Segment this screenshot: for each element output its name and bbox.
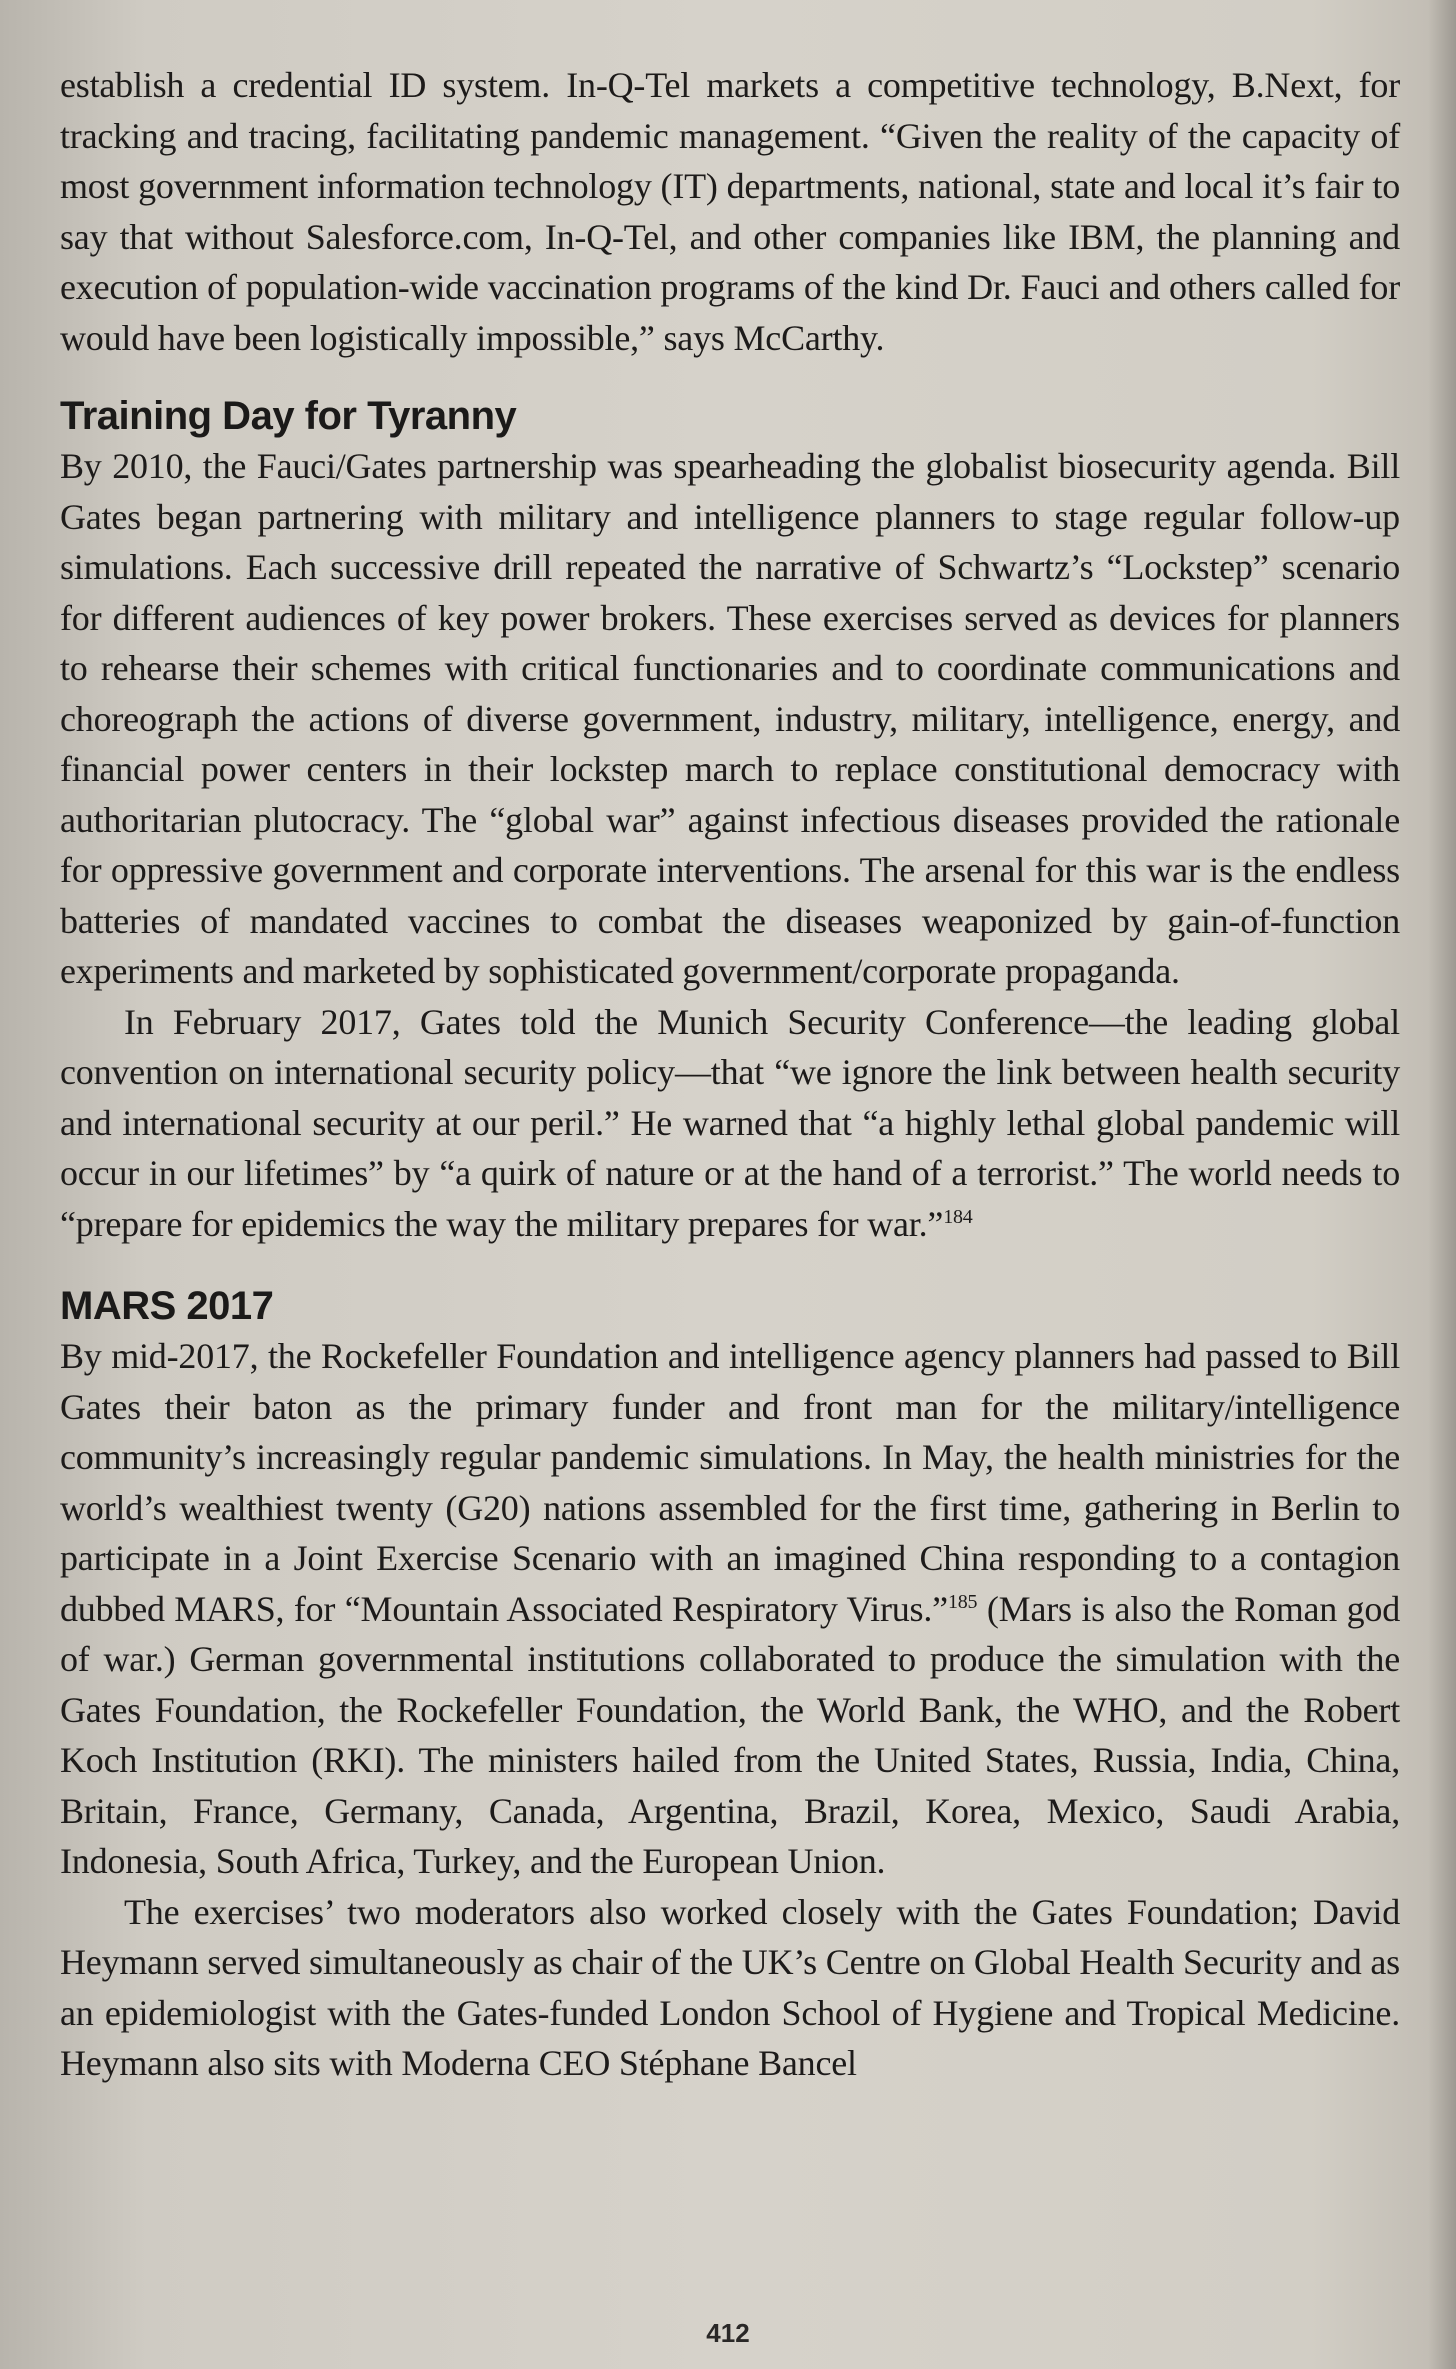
mars-paragraph-2: The exercises’ two moderators also worked closely with the Gates Foundation; David Heymann served simultaneously as chair of the UK’s Centre on Global Health Security and as an epidemiologist with the Gates-funded London School of Hygiene and Tropical Medicine. Heymann also sits with Moderna CEO Stéphane Bancel [60, 1891, 1400, 2083]
paragraph-text-part-2: (Mars is also the Roman god of war.) German governmental institutions collaborated to produce the simulation with the Gates Foundation, the Rockefeller Foundation, the World Bank, the WHO, and the Robert Koch Institution (RKI). The ministers hailed from the United States, Russia, India, China, Britain, France, Germany, Canada, Argentina, Brazil, Korea, Mexico, Saudi Arabia, Indonesia, South Africa, Turkey, and the European Union. [60, 1588, 1400, 1881]
section-heading-training-day: Training Day for Tyranny [60, 394, 517, 438]
paragraph-text-part-1: By mid-2017, the Rockefeller Foundation and intelligence agency planners had passed to Bill Gates their baton as the primary funder and front man for the military/intelligence community’s increasingly regular pandemic simulations. In May, the health ministries for the world’s wealthiest twenty (G20) nations assembled for the first time, gathering in Berlin to participate in a Joint Exercise Scenario with an imagined China responding to a contagion dubbed MARS, for “Mountain Associated Respiratory Virus.” [60, 1336, 1400, 1629]
text-column [60, 60, 1400, 2089]
opening-paragraph: establish a credential ID system. In-Q-Tel markets a competitive technology, B.Next, for tracking and tracing, facilitating pandemic management. “Given the reality of the capacity of most government information technology (IT) departments, national, state and local it’s fair to say that without Salesforce.com, In-Q-Tel, and other companies like IBM, the planning and execution of population-wide vaccination programs of the kind Dr. Fauci and others called for would have been logistically impossible,” says McCarthy. [60, 65, 1400, 358]
page-curl-shadow [1428, 0, 1456, 2369]
footnote-marker-185: 185 [947, 1590, 978, 1613]
section-heading-mars-2017: MARS 2017 [60, 1284, 274, 1328]
paragraph-text: In February 2017, Gates told the Munich Security Conference—the leading global convention on international security policy—that “we ignore the link between health security and international security at our peril.” He warned that “a highly lethal global pandemic will occur in our lifetimes” by “a quirk of nature or at the hand of a terrorist.” The world needs to “prepare for epidemics the way the military prepares for war.” [60, 1001, 1400, 1244]
training-day-paragraph-1: By 2010, the Fauci/Gates partnership was spearheading the globalist biosecurity agenda. Bill Gates began partnering with military and intelligence planners to stage regular follow-up simulations. Each successive drill repeated the narrative of Schwartz’s “Lockstep” scenario for different audiences of key power brokers. These exercises served as devices for planners to rehearse their schemes with critical functionaries and to coordinate communications and choreograph the actions of diverse government, industry, military, intelligence, energy, and financial power centers in their lockstep march to replace constitutional democracy with authoritarian plutocracy. The “global war” against infectious diseases provided the rationale for oppressive government and corporate interventions. The arsenal for this war is the endless batteries of mandated vaccines to combat the diseases weaponized by gain-of-function experiments and marketed by sophisticated government/corporate propaganda. [60, 446, 1400, 991]
page-number: 412 [706, 2318, 750, 2348]
mars-paragraph-1 [60, 1331, 1400, 1887]
footnote-marker-184: 184 [943, 1205, 973, 1228]
training-day-paragraph-2 [60, 997, 1400, 1250]
